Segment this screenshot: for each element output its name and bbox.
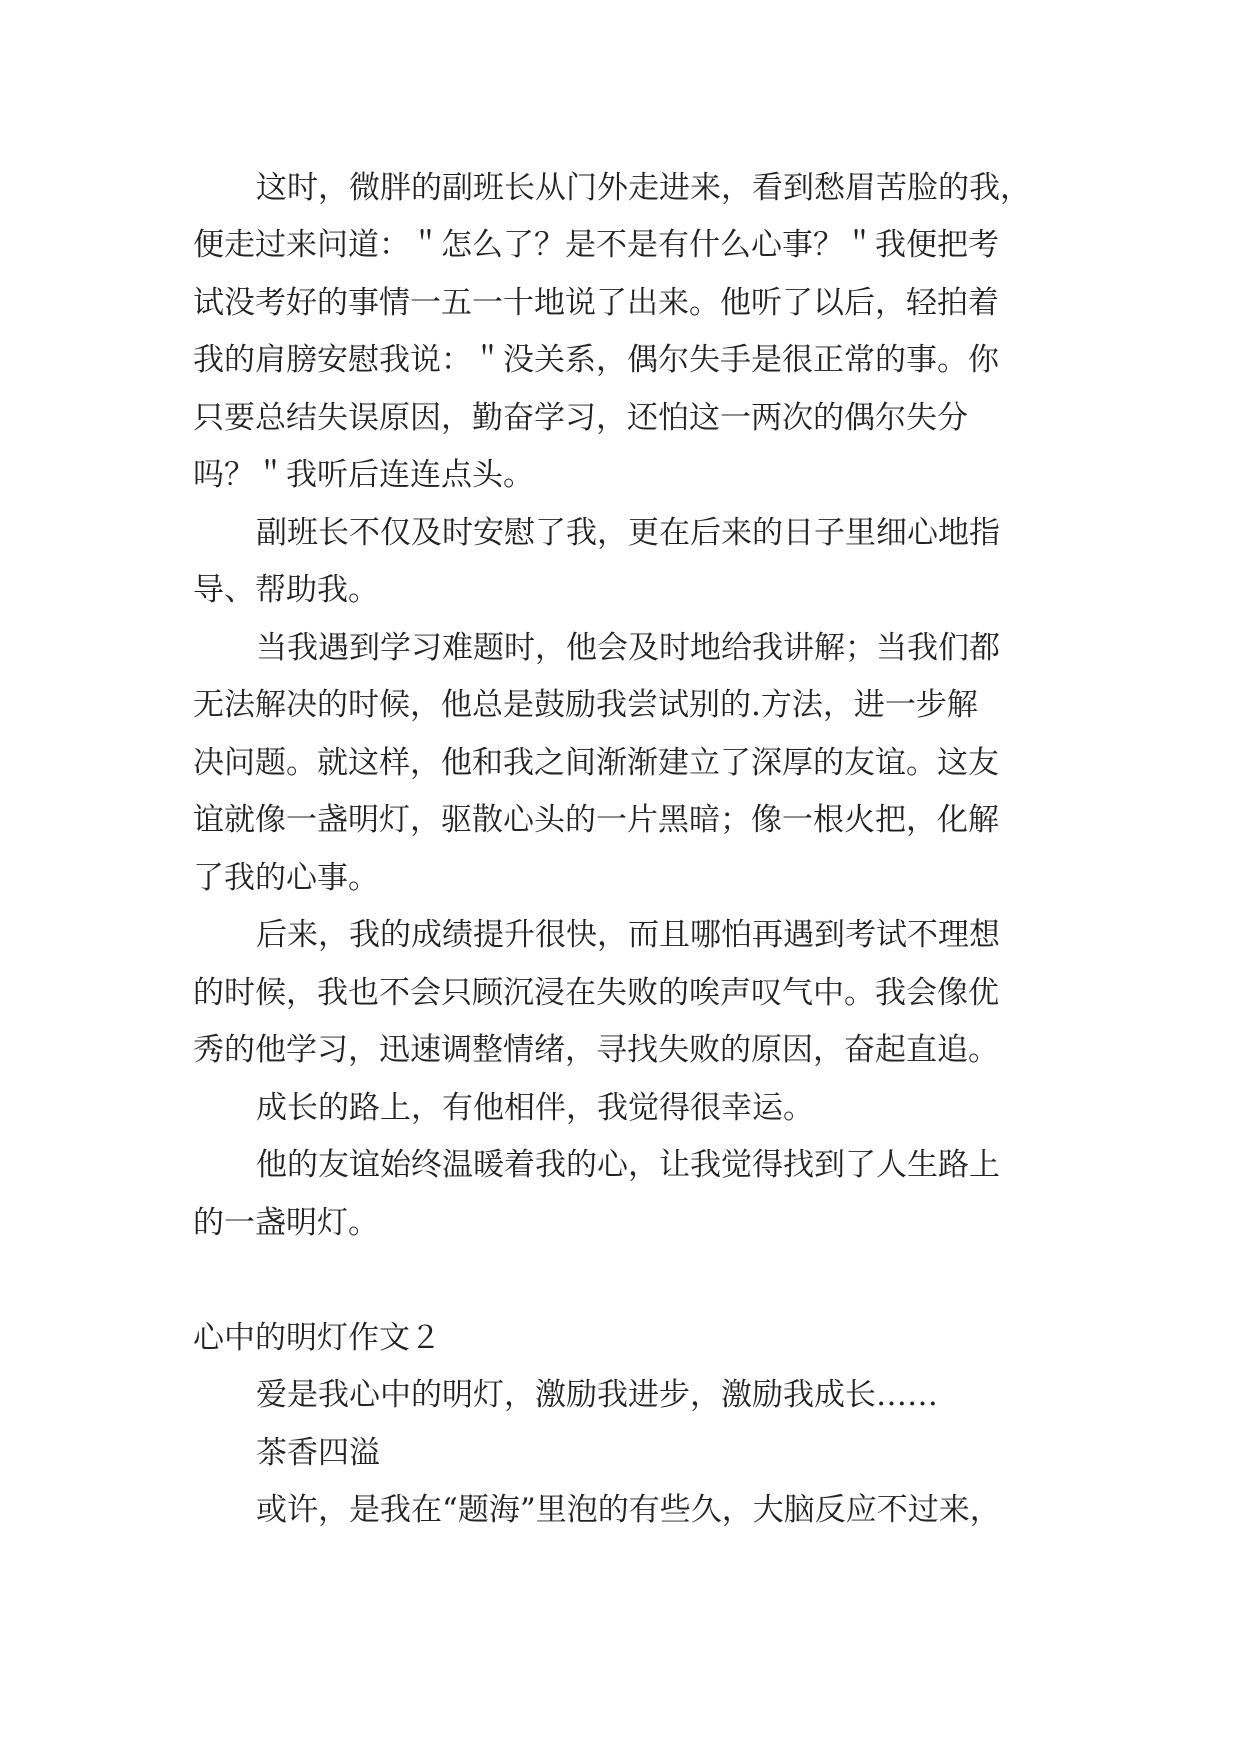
paragraph-2-line-1: 副班长不仅及时安慰了我，更在后来的日子里细心地指 [256, 515, 1000, 551]
paragraph-3-line-3: 决问题。就这样，他和我之间渐渐建立了深厚的友谊。这友 [193, 745, 999, 781]
paragraph-2-line-2: 导、帮助我。 [193, 572, 379, 608]
section-paragraph-2: 茶香四溢 [256, 1435, 380, 1471]
paragraph-3-line-4: 谊就像一盏明灯，驱散心头的一片黑暗；像一根火把，化解 [193, 802, 999, 838]
paragraph-4-line-2: 的时候，我也不会只顾沉浸在失败的唉声叹气中。我会像优 [193, 975, 999, 1011]
paragraph-6-line-1: 他的友谊始终温暖着我的心，让我觉得找到了人生路上 [256, 1147, 1000, 1183]
section-paragraph-3: 或许，是我在“题海”里泡的有些久，大脑反应不过来， [256, 1492, 1001, 1528]
paragraph-1-line-3: 试没考好的事情一五一十地说了出来。他听了以后，轻拍着 [193, 285, 999, 321]
paragraph-3-line-2: 无法解决的时候，他总是鼓励我尝试别的.方法，进一步解 [193, 687, 978, 723]
paragraph-3-line-1: 当我遇到学习难题时，他会及时地给我讲解；当我们都 [256, 630, 1000, 666]
paragraph-5-line-1: 成长的路上，有他相伴，我觉得很幸运。 [256, 1090, 814, 1126]
paragraph-6-line-2: 的一盏明灯。 [193, 1205, 379, 1241]
paragraph-1-line-2: 便走过来问道：＂怎么了？是不是有什么心事？＂我便把考 [193, 227, 999, 263]
section-title: 心中的明灯作文２ [193, 1320, 441, 1356]
paragraph-4-line-1: 后来，我的成绩提升很快，而且哪怕再遇到考试不理想 [256, 917, 1000, 953]
paragraph-3-line-5: 了我的心事。 [193, 860, 379, 896]
paragraph-1-line-4: 我的肩膀安慰我说：＂没关系，偶尔失手是很正常的事。你 [193, 342, 999, 378]
paragraph-1-line-5: 只要总结失误原因，勤奋学习，还怕这一两次的偶尔失分 [193, 400, 968, 436]
paragraph-1-line-1: 这时，微胖的副班长从门外走进来，看到愁眉苦脸的我， [256, 170, 1031, 206]
paragraph-4-line-3: 秀的他学习，迅速调整情绪，寻找失败的原因，奋起直追。 [193, 1032, 999, 1068]
section-paragraph-1: 爱是我心中的明灯，激励我进步，激励我成长…… [256, 1377, 938, 1413]
paragraph-1-line-6: 吗？＂我听后连连点头。 [193, 457, 534, 493]
